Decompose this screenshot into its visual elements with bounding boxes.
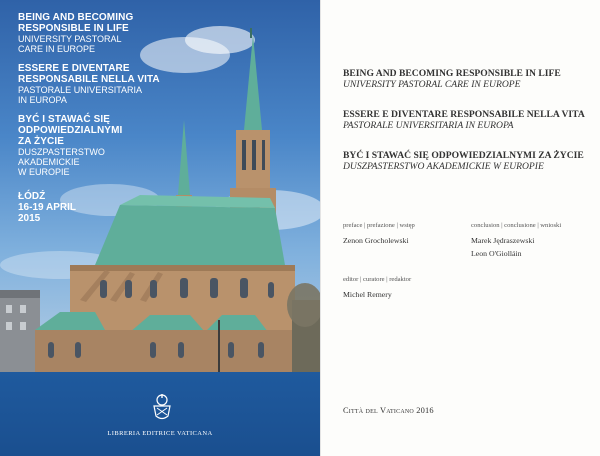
title-page-subtitle-pl: DUSZPASTERSTWO AKADEMICKIE W EUROPIE: [343, 161, 544, 172]
cover-title-pl-line2: ODPOWIEDZIALNYMI: [18, 125, 123, 136]
cover-place-date: [18, 191, 178, 224]
cover-polish-block: [18, 114, 178, 177]
preface-name: Zenon Grocholewski: [343, 236, 409, 245]
cover-city: ŁÓDŹ: [18, 191, 46, 202]
cover-publisher: LIBRERIA EDITRICE VATICANA: [107, 430, 213, 437]
title-page-title-en: BEING AND BECOMING RESPONSIBLE IN LIFE: [343, 68, 561, 79]
title-page-title-it: ESSERE E DIVENTARE RESPONSABILE NELLA VITA: [343, 109, 585, 120]
cover-year: 2015: [18, 213, 41, 224]
cover-title-pl: BYĆ I STAWAĆ SIĘ: [18, 114, 110, 125]
cover-subtitle-pl-line2: AKADEMICKIE: [18, 157, 80, 167]
cover-title-en: BEING AND BECOMING: [18, 12, 134, 23]
title-page-subtitle-it: PASTORALE UNIVERSITARIA IN EUROPA: [343, 120, 514, 131]
conclusion-name-1: Marek Jędraszewski: [471, 236, 535, 245]
cover-italian-block: [18, 63, 178, 105]
title-page-italian: [343, 109, 593, 131]
title-page-english: [343, 68, 593, 90]
conclusion-name-2: Leon O'Giolláin: [471, 249, 522, 258]
cover-subtitle-pl: DUSZPASTERSTWO: [18, 147, 105, 157]
cover-subtitle-it-line2: IN EUROPA: [18, 95, 67, 105]
conclusion-label: conclusion | conclusione | wnioski: [471, 222, 562, 229]
cover-title-en-line2: RESPONSIBLE IN LIFE: [18, 23, 129, 34]
title-page-subtitle-en: UNIVERSITY PASTORAL CARE IN EUROPE: [343, 79, 521, 90]
cover-dates: 16-19 APRIL: [18, 202, 76, 213]
cover-text-block: [18, 12, 178, 224]
title-page-polish: [343, 150, 593, 172]
editor-name: Michel Remery: [343, 290, 392, 299]
cover-subtitle-en: UNIVERSITY PASTORAL: [18, 34, 122, 44]
papal-emblem-icon: [150, 394, 174, 422]
cover-subtitle-it: PASTORALE UNIVERSITARIA: [18, 85, 143, 95]
imprint: Città del Vaticano 2016: [343, 406, 434, 415]
cover-title-pl-line3: ZA ŻYCIE: [18, 136, 64, 147]
cover-subtitle-en-line2: CARE IN EUROPE: [18, 44, 96, 54]
cover-english-block: [18, 12, 178, 54]
cover-subtitle-pl-line3: W EUROPIE: [18, 167, 70, 177]
editor-label: editor | curatore | redaktor: [343, 276, 412, 283]
title-page: [320, 0, 600, 456]
cover-title-it: ESSERE E DIVENTARE: [18, 63, 130, 74]
cover-title-it-line2: RESPONSABILE NELLA VITA: [18, 74, 160, 85]
preface-label: preface | prefazione | wstęp: [343, 222, 415, 229]
title-page-title-pl: BYĆ I STAWAĆ SIĘ ODPOWIEDZIALNYMI ZA ŻYCIE: [343, 150, 584, 161]
